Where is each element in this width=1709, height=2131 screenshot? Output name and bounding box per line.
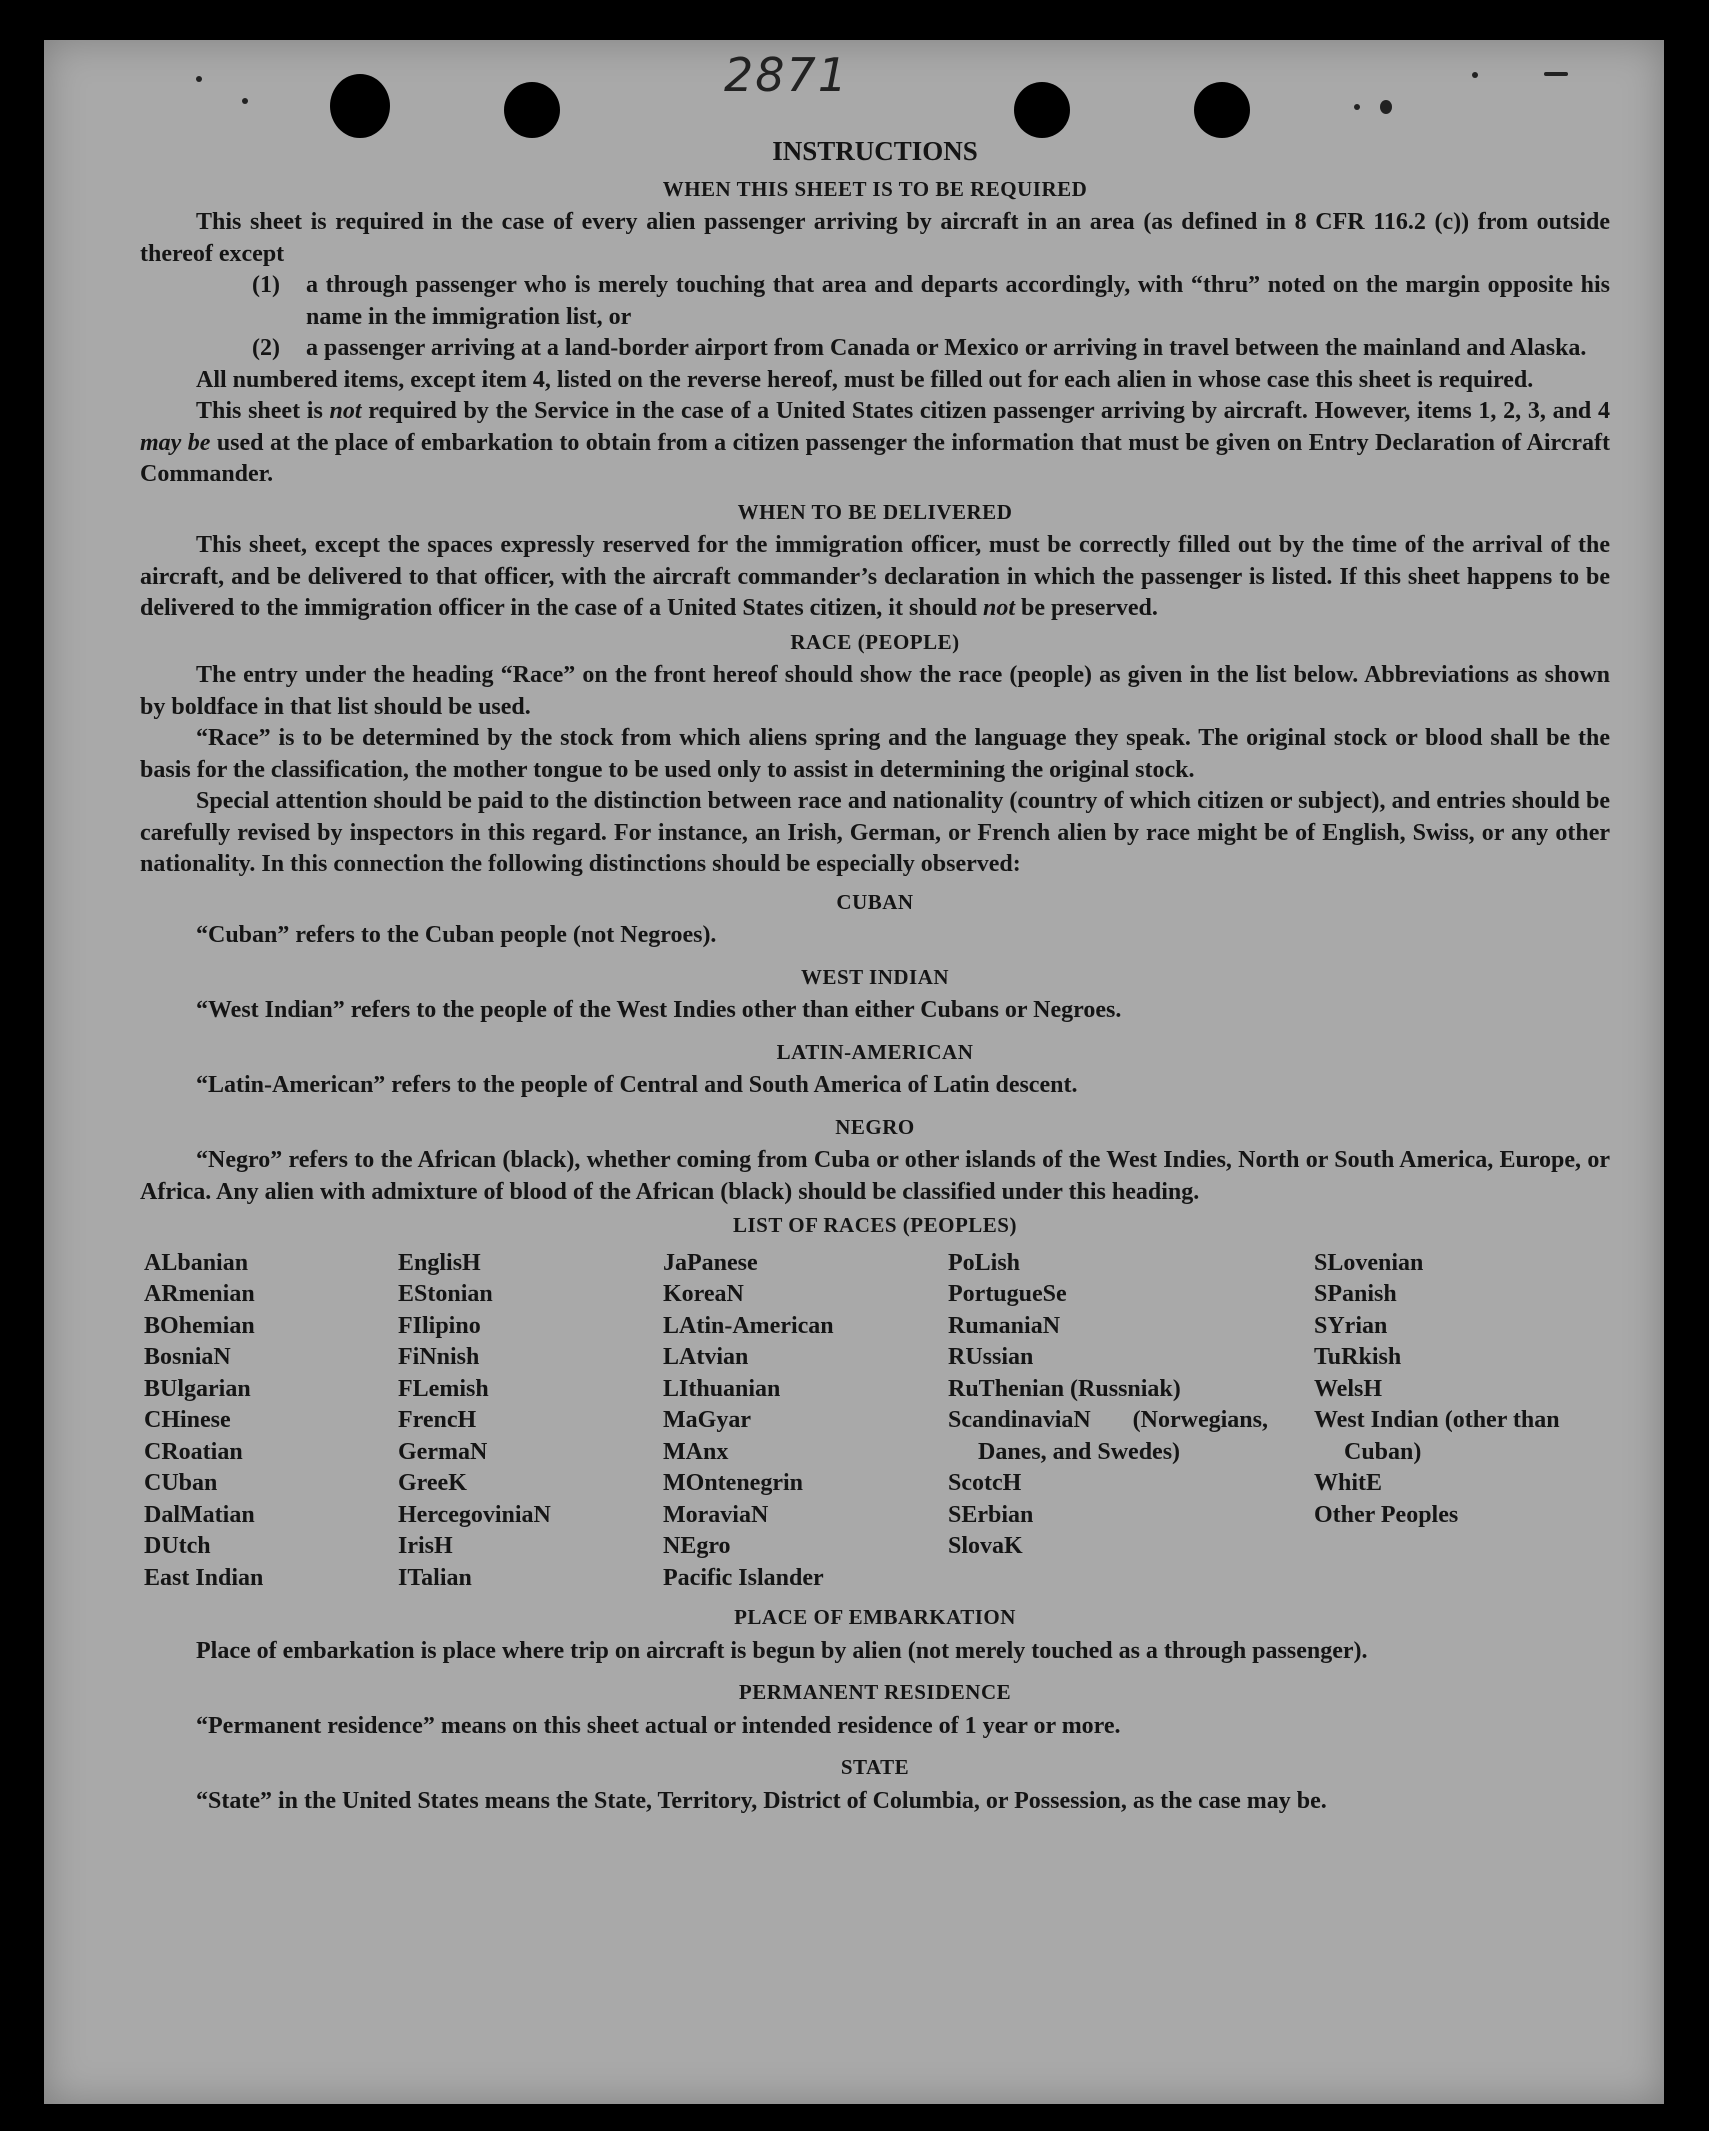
race-entry: IrisH	[398, 1533, 453, 1559]
paragraph: “Negro” refers to the African (black), whether coming from Cuba or other islands of the West Indies, North or South America, Europe, or Africa. Any alien with admixture of blood of the African (black) should be classified under this heading.	[140, 1147, 1610, 1205]
race-entry: KoreaN	[663, 1281, 744, 1307]
race-column	[663, 1248, 948, 1595]
race-entry: ALbanian	[144, 1249, 249, 1276]
paragraph: The entry under the heading “Race” on the front hereof should show the race (people) as given in the list below. Abbreviations as shown by boldface in that list should be used.	[140, 662, 1610, 720]
race-entry: SErbian	[948, 1501, 1034, 1528]
race-entry: GreeK	[398, 1470, 467, 1496]
race-entry: LAtin-American	[663, 1312, 834, 1339]
race-entry: BosniaN	[144, 1344, 231, 1370]
paragraph: “Cuban” refers to the Cuban people (not Negroes).	[196, 922, 717, 948]
race-entry: CUban	[144, 1470, 218, 1496]
race-entry: DalMatian	[144, 1501, 255, 1528]
section-heading-west-indian: WEST INDIAN	[800, 964, 950, 989]
paragraph: “Latin-American” refers to the people of Central and South America of Latin descent.	[196, 1072, 1078, 1098]
race-column	[1314, 1248, 1614, 1595]
race-entry: CHinese	[144, 1407, 231, 1433]
section-heading-residence: PERMANENT RESIDENCE	[738, 1680, 1012, 1704]
race-entry: FrencH	[398, 1407, 477, 1433]
section-heading-latin-american: LATIN-AMERICAN	[776, 1039, 974, 1064]
race-entry: RUssian	[948, 1344, 1034, 1370]
instructions-text	[140, 124, 1610, 1817]
race-entry: MOntenegrin	[663, 1470, 803, 1496]
race-entry: FiNnish	[398, 1344, 480, 1370]
handwritten-number: 2871	[724, 48, 850, 102]
section-heading-negro: NEGRO	[835, 1114, 915, 1139]
race-entry: ScandinaviaN (Norwegians, Danes, and Swedes)	[948, 1407, 1268, 1465]
paragraph: Special attention should be paid to the distinction between race and nationality (country of which citizen or subject), and entries should be carefully revised by inspectors in this regard. For instance, an Irish, German, or French alien by race might be of English, Swiss, or any other nationality. In this connection the following distinctions should be especially observed:	[140, 788, 1610, 877]
race-entry: ScotcH	[948, 1470, 1022, 1496]
race-entry: JaPanese	[663, 1249, 758, 1276]
race-entry: FIlipino	[398, 1312, 481, 1339]
race-entry: SlovaK	[948, 1533, 1023, 1559]
paragraph: “State” in the United States means the State, Territory, District of Columbia, or Possession, as the case may be.	[196, 1787, 1327, 1814]
paragraph: “Race” is to be determined by the stock from which aliens spring and the language they speak. The original stock or blood shall be the basis for the classification, the mother tongue to be used only to assist in determining the original stock.	[140, 725, 1610, 783]
race-entry: WelsH	[1314, 1375, 1383, 1402]
race-column	[948, 1248, 1314, 1595]
speck	[242, 98, 248, 104]
race-entry: EnglisH	[398, 1249, 481, 1276]
race-entry: Other Peoples	[1314, 1501, 1459, 1528]
list-text: a passenger arriving at a land-border airport from Canada or Mexico or arriving in travel between the mainland and Alaska.	[306, 335, 1587, 361]
race-entry: FLemish	[398, 1375, 489, 1402]
paragraph: Place of embarkation is place where trip on aircraft is begun by alien (not merely touched as a through passenger).	[196, 1637, 1368, 1664]
section-heading-cuban: CUBAN	[836, 889, 914, 914]
race-entry: MAnx	[663, 1438, 729, 1465]
race-entry: SYrian	[1314, 1312, 1388, 1339]
race-entry: CRoatian	[144, 1438, 243, 1465]
document-page	[44, 40, 1664, 2104]
race-entry: WhitE	[1314, 1470, 1383, 1496]
race-entry: MoraviaN	[663, 1501, 769, 1528]
section-heading-when-delivered: WHEN TO BE DELIVERED	[737, 499, 1013, 524]
paragraph: All numbered items, except item 4, listed on the reverse hereof, must be filled out for each alien in whose case this sheet is required.	[196, 366, 1534, 393]
race-entry: West Indian (other than Cuban)	[1314, 1407, 1560, 1465]
race-entry: EStonian	[398, 1281, 493, 1307]
race-entry: RuThenian (Russniak)	[948, 1375, 1181, 1402]
race-entry: NEgro	[663, 1533, 731, 1559]
paragraph: “West Indian” refers to the people of the West Indies other than either Cubans or Negroes.	[196, 997, 1122, 1023]
list-number: (1)	[252, 272, 280, 298]
race-entry: MaGyar	[663, 1407, 751, 1433]
race-column	[144, 1248, 398, 1595]
speck	[1544, 72, 1568, 76]
speck	[1380, 100, 1392, 114]
speck	[1472, 72, 1478, 78]
section-heading-state: STATE	[840, 1755, 910, 1779]
race-entry: East Indian	[144, 1564, 264, 1591]
race-entry: Pacific Islander	[663, 1564, 824, 1591]
paragraph: This sheet, except the spaces expressly reserved for the immigration officer, must be correctly filled out by the time of the arrival of the aircraft, and be delivered to that officer, with the aircraft commander’s declaration in which the passenger is listed. If this sheet happens to be delivered to the immigration officer in the case of a United States citizen, it should not be preserved.	[140, 532, 1610, 621]
race-entry: PortugueSe	[948, 1281, 1067, 1307]
race-entry: SLovenian	[1314, 1249, 1424, 1276]
list-item	[252, 270, 1610, 333]
paragraph: This sheet is required in the case of every alien passenger arriving by aircraft in an area (as defined in 8 CFR 116.2 (c)) from outside thereof except	[140, 209, 1610, 267]
section-heading-when-required: WHEN THIS SHEET IS TO BE REQUIRED	[662, 176, 1088, 201]
section-heading-embarkation: PLACE OF EMBARKATION	[734, 1605, 1016, 1629]
race-entry: HercegoviniaN	[398, 1501, 551, 1528]
speck	[196, 76, 202, 82]
list-item	[252, 333, 1610, 365]
race-entry: BOhemian	[144, 1312, 255, 1339]
race-entry: SPanish	[1314, 1281, 1397, 1307]
race-entry: ARmenian	[144, 1281, 255, 1307]
race-column	[398, 1248, 663, 1595]
race-entry: PoLish	[948, 1249, 1021, 1276]
race-entry: TuRkish	[1314, 1344, 1402, 1370]
list-text: a through passenger who is merely touching that area and departs accordingly, with “thru” noted on the margin opposite his name in the immigration list, or	[306, 272, 1610, 330]
section-heading-race: RACE (PEOPLE)	[790, 629, 960, 654]
race-entry: LIthuanian	[663, 1375, 781, 1402]
page-title: INSTRUCTIONS	[772, 136, 978, 166]
race-entry: LAtvian	[663, 1344, 749, 1370]
race-entry: BUlgarian	[144, 1375, 251, 1402]
race-entry: GermaN	[398, 1438, 488, 1465]
section-heading-list-of-races: LIST OF RACES (PEOPLES)	[733, 1213, 1017, 1237]
list-number: (2)	[252, 335, 280, 361]
race-entry: DUtch	[144, 1533, 211, 1559]
paragraph: This sheet is not required by the Service in the case of a United States citizen passenger arriving by aircraft. However, items 1, 2, 3, and 4 may be used at the place of embarkation to obtain from a citizen passenger the information that must be given on Entry Declaration of Aircraft Commander.	[140, 398, 1610, 487]
speck	[1354, 104, 1360, 110]
race-list	[144, 1248, 1610, 1595]
race-entry: ITalian	[398, 1564, 472, 1591]
paragraph: “Permanent residence” means on this sheet actual or intended residence of 1 year or more.	[196, 1712, 1121, 1739]
race-entry: RumaniaN	[948, 1312, 1061, 1339]
